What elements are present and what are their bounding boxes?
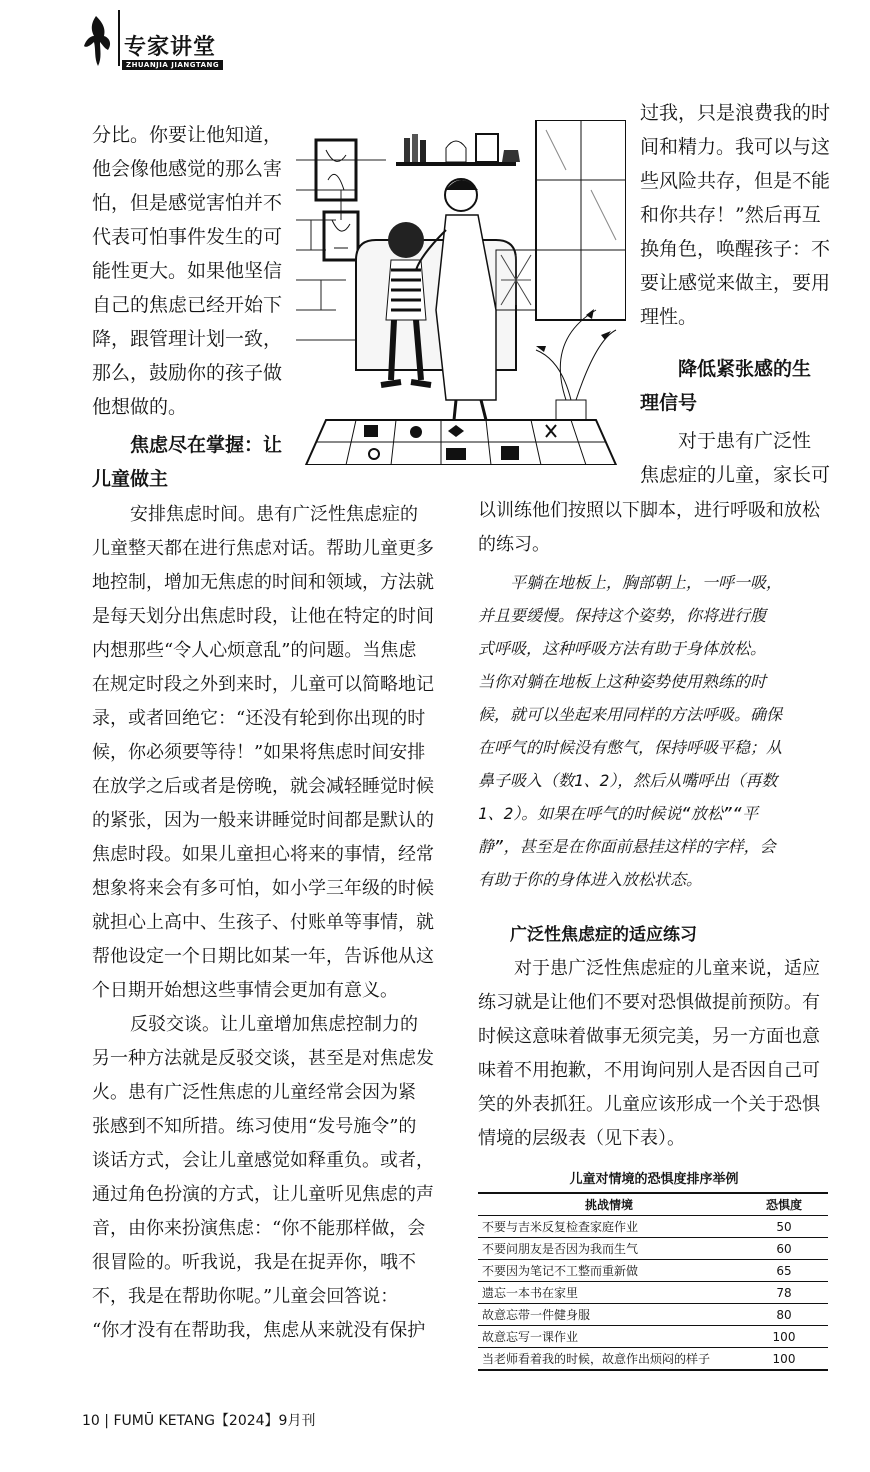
section-heading-control bbox=[92, 428, 292, 496]
text-line: 个日期开始想这些事情会更加有意义。 bbox=[92, 980, 398, 1001]
heading-line: 理信号 bbox=[640, 392, 698, 414]
situation-cell: 故意忘写一课作业 bbox=[478, 1326, 740, 1348]
text-line: 分比。你要让他知道， bbox=[92, 124, 283, 146]
text-line: 代表可怕事件发生的可 bbox=[92, 226, 283, 248]
text-line: 对于患广泛性焦虑症的儿童来说，适应 bbox=[514, 958, 820, 979]
text-line: 的练习。 bbox=[478, 534, 550, 555]
fear-cell: 50 bbox=[740, 1216, 828, 1238]
text-line: 他想做的。 bbox=[92, 396, 188, 418]
magazine-name: FUMŪ KETANG【2024】9月刊 bbox=[113, 1413, 316, 1429]
script-line: 平躺在地板上，胸部朝上，一呼一吸， bbox=[510, 573, 783, 592]
fear-cell: 78 bbox=[740, 1282, 828, 1304]
text-line: 和你共存！”然后再互 bbox=[640, 204, 821, 226]
fear-ranking-table bbox=[478, 1192, 828, 1371]
script-line: 候，就可以坐起来用同样的方法呼吸。确保 bbox=[478, 705, 783, 724]
table-row bbox=[478, 1304, 828, 1326]
text-line: 在规定时段之外到来时，儿童可以简略地记 bbox=[92, 674, 434, 695]
text-line: 地控制，增加无焦虑的时间和领域，方法就 bbox=[92, 572, 434, 593]
text-line: 换角色，唤醒孩子：不 bbox=[640, 238, 831, 260]
text-line: 味着不用抱歉，不用询问别人是否因自己可 bbox=[478, 1060, 820, 1081]
column-logo-icon bbox=[82, 14, 114, 68]
column-header-fear: 恐惧度 bbox=[740, 1193, 828, 1216]
heading-line: 降低紧张感的生 bbox=[678, 358, 812, 380]
script-line: 在呼气的时候没有憋气，保持呼吸平稳；从 bbox=[478, 738, 783, 757]
fear-cell: 60 bbox=[740, 1238, 828, 1260]
page-number: 10 bbox=[82, 1413, 100, 1429]
text-line: 通过角色扮演的方式，让儿童听见焦虑的声 bbox=[92, 1184, 434, 1205]
text-line: 谈话方式，会让儿童感觉如释重负。或者， bbox=[92, 1150, 434, 1171]
footer-divider: | bbox=[104, 1413, 114, 1429]
text-line: 想象将来会有多可怕，如小学三年级的时候 bbox=[92, 878, 434, 899]
situation-cell: 不要与吉米反复检查家庭作业 bbox=[478, 1216, 740, 1238]
text-line: 帮他设定一个日期比如某一年，告诉他从这 bbox=[92, 946, 434, 967]
text-line: 安排焦虑时间。患有广泛性焦虑症的 bbox=[130, 504, 418, 525]
text-line: 的紧张，因为一般来讲睡觉时间都是默认的 bbox=[92, 810, 434, 831]
column-header-situation: 挑战情境 bbox=[478, 1193, 740, 1216]
table-row bbox=[478, 1216, 828, 1238]
script-line: 1、2）。如果在呼气的时候说“放松”“平 bbox=[478, 804, 759, 823]
text-line: 内想那些“令人心烦意乱”的问题。当焦虑 bbox=[92, 640, 417, 661]
column-title: 专家讲堂 bbox=[124, 35, 217, 60]
table-row bbox=[478, 1282, 828, 1304]
mother-child-illustration bbox=[296, 120, 626, 465]
table-header-row bbox=[478, 1193, 828, 1216]
page-footer bbox=[82, 1410, 315, 1430]
text-line: 音，由你来扮演焦虑：“你不能那样做，会 bbox=[92, 1218, 426, 1239]
script-line: 并且要缓慢。保持这个姿势，你将进行腹 bbox=[478, 606, 767, 625]
heading-line: 儿童做主 bbox=[92, 468, 169, 490]
table-row bbox=[478, 1260, 828, 1282]
situation-cell: 不要因为笔记不工整而重新做 bbox=[478, 1260, 740, 1282]
text-line: 录，或者回绝它：“还没有轮到你出现的时 bbox=[92, 708, 426, 729]
text-line: 是每天划分出焦虑时段，让他在特定的时间 bbox=[92, 606, 434, 627]
header-divider bbox=[118, 10, 120, 66]
right-top-paragraph bbox=[640, 96, 840, 334]
fear-cell: 100 bbox=[740, 1326, 828, 1348]
text-line: 那么，鼓励你的孩子做 bbox=[92, 362, 283, 384]
right-body-paragraph bbox=[478, 494, 838, 562]
right-body2-paragraph bbox=[478, 952, 838, 1156]
section-heading-signals bbox=[640, 352, 840, 420]
text-line: 降，跟管理计划一致， bbox=[92, 328, 283, 350]
text-line: 就担心上高中、生孩子、付账单等事情，就 bbox=[92, 912, 434, 933]
text-line: 在放学之后或者是傍晚，就会减轻睡觉时候 bbox=[92, 776, 434, 797]
text-line: 儿童整天都在进行焦虑对话。帮助儿童更多 bbox=[92, 538, 434, 559]
right-intro-paragraph bbox=[640, 424, 840, 492]
text-line: 时候这意味着做事无须完美，另一方面也意 bbox=[478, 1026, 820, 1047]
script-line: 式呼吸，这种呼吸方法有助于身体放松。 bbox=[478, 639, 767, 658]
script-line: 有助于你的身体进入放松状态。 bbox=[478, 870, 703, 889]
text-line: 些风险共存，但是不能 bbox=[640, 170, 831, 192]
text-line: 练习就是让他们不要对恐惧做提前预防。有 bbox=[478, 992, 820, 1013]
text-line: 他会像他感觉的那么害 bbox=[92, 158, 283, 180]
script-line: 静”，甚至是在你面前悬挂这样的字样，会 bbox=[478, 837, 776, 856]
text-line: 理性。 bbox=[640, 306, 698, 328]
text-line: 焦虑症的儿童，家长可 bbox=[640, 464, 831, 486]
text-line: 很冒险的。听我说，我是在捉弄你，哦不 bbox=[92, 1252, 416, 1273]
text-line: 要让感觉来做主，要用 bbox=[640, 272, 831, 294]
text-line: 不，我是在帮助你呢。”儿童会回答说： bbox=[92, 1286, 399, 1307]
text-line: 火。患有广泛性焦虑的儿童经常会因为紧 bbox=[92, 1082, 416, 1103]
left-body-paragraphs bbox=[92, 498, 442, 1348]
text-line: 能性更大。如果他坚信 bbox=[92, 260, 283, 282]
table-row bbox=[478, 1326, 828, 1348]
text-line: 另一种方法就是反驳交谈，甚至是对焦虑发 bbox=[92, 1048, 434, 1069]
situation-cell: 当老师看着我的时候，故意作出烦闷的样子 bbox=[478, 1348, 740, 1371]
text-line: “你才没有在帮助我，焦虑从来就没有保护 bbox=[92, 1320, 426, 1341]
column-subtitle: ZHUANJIA JIANGTANG bbox=[122, 60, 223, 70]
table-title: 儿童对情境的恐惧度排序举例 bbox=[569, 1172, 739, 1187]
table-row bbox=[478, 1348, 828, 1371]
left-top-paragraph bbox=[92, 118, 292, 424]
text-line: 情境的层级表（见下表）。 bbox=[478, 1128, 685, 1149]
situation-cell: 不要问朋友是否因为我而生气 bbox=[478, 1238, 740, 1260]
table-row bbox=[478, 1238, 828, 1260]
text-line: 张感到不知所措。练习使用“发号施令”的 bbox=[92, 1116, 417, 1137]
situation-cell: 遗忘一本书在家里 bbox=[478, 1282, 740, 1304]
text-line: 怕，但是感觉害怕并不 bbox=[92, 192, 283, 214]
script-line: 鼻子吸入（数1、2），然后从嘴呼出（再数 bbox=[478, 771, 778, 790]
heading-line: 焦虑尽在掌握：让 bbox=[130, 434, 283, 456]
fear-cell: 65 bbox=[740, 1260, 828, 1282]
text-line: 过我，只是浪费我的时 bbox=[640, 102, 831, 124]
text-line: 笑的外表抓狂。儿童应该形成一个关于恐惧 bbox=[478, 1094, 820, 1115]
text-line: 自己的焦虑已经开始下 bbox=[92, 294, 283, 316]
text-line: 反驳交谈。让儿童增加焦虑控制力的 bbox=[130, 1014, 418, 1035]
situation-cell: 故意忘带一件健身服 bbox=[478, 1304, 740, 1326]
breathing-script bbox=[478, 566, 838, 896]
text-line: 间和精力。我可以与这 bbox=[640, 136, 831, 158]
fear-cell: 80 bbox=[740, 1304, 828, 1326]
heading-line: 广泛性焦虑症的适应练习 bbox=[510, 925, 697, 945]
section-heading-exposure bbox=[478, 918, 838, 952]
text-line: 对于患有广泛性 bbox=[678, 430, 812, 452]
text-line: 焦虑时段。如果儿童担心将来的事情，经常 bbox=[92, 844, 434, 865]
script-line: 当你对躺在地板上这种姿势使用熟练的时 bbox=[478, 672, 767, 691]
text-line: 候，你必须要等待！”如果将焦虑时间安排 bbox=[92, 742, 426, 763]
fear-cell: 100 bbox=[740, 1348, 828, 1371]
text-line: 以训练他们按照以下脚本，进行呼吸和放松 bbox=[478, 500, 820, 521]
